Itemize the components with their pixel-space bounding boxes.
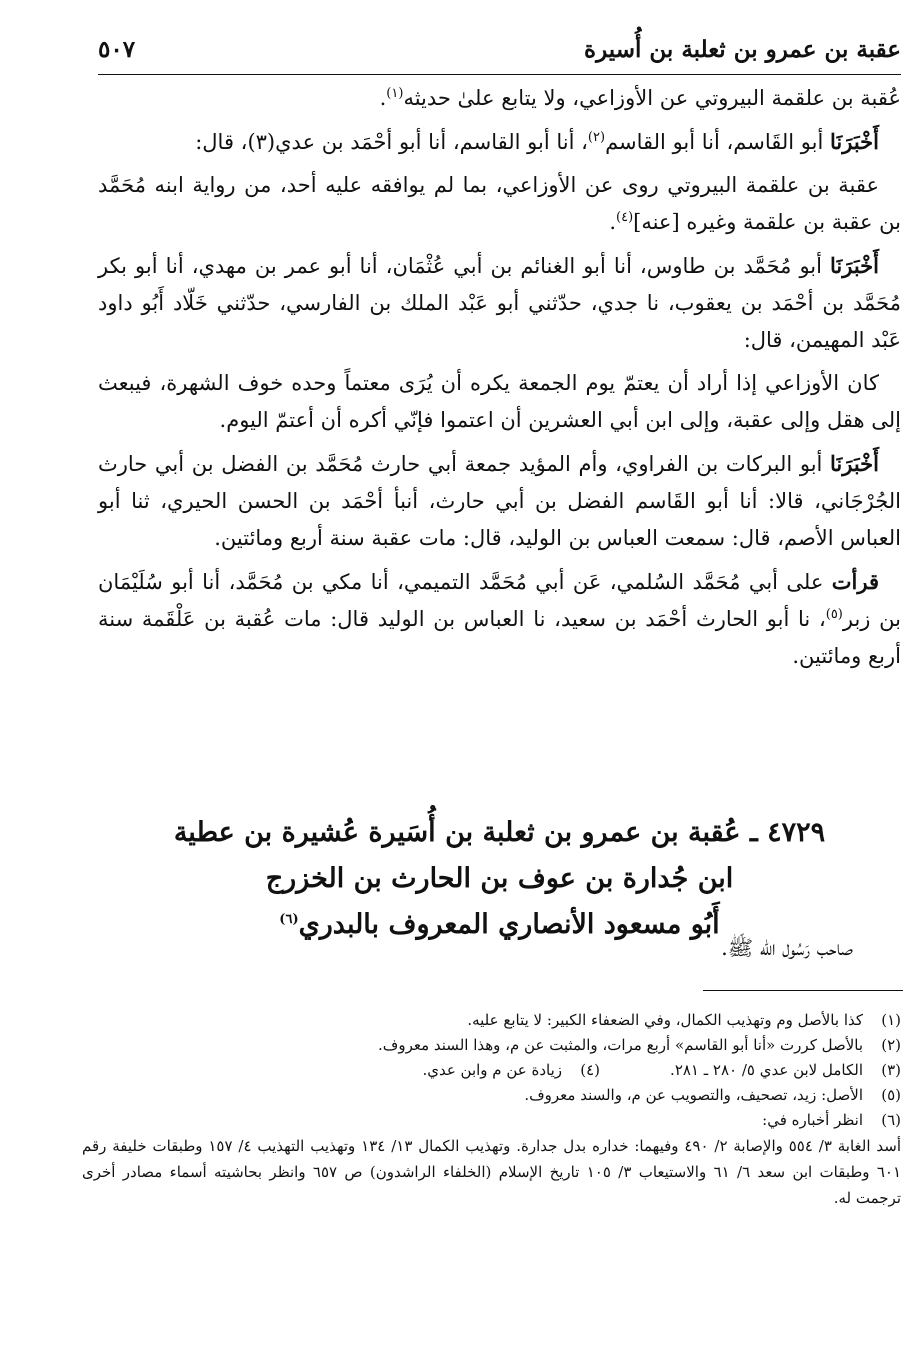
paragraph-lead: أَخْبَرَنَا: [830, 253, 879, 278]
footnote-1: [82, 1008, 901, 1033]
paragraph-tail: .: [609, 210, 616, 234]
footnote-text: الأصل: زيد، تصحيف، والتصويب عن م، والسند معروف.: [524, 1086, 863, 1104]
entry-heading: [98, 810, 901, 948]
footnote-6: [82, 1108, 901, 1133]
paragraph-lead: قرأت: [831, 569, 879, 594]
footnote-text: الكامل لابن عدي ٥/ ٢٨٠ ـ ٢٨١.: [670, 1061, 863, 1079]
footnote-ref: (١): [386, 86, 404, 101]
footnote-ref: (٥): [825, 607, 843, 622]
footnote-divider: [703, 990, 903, 991]
footnote-number: (٥): [881, 1086, 901, 1104]
footnote-text: زيادة عن م وابن عدي.: [422, 1061, 563, 1079]
entry-line-1: ٤٧٢٩ ـ عُقبة بن عمرو بن ثعلبة بن أُسَيرة عُشيرة بن عطية: [173, 817, 826, 848]
paragraph-lead: أَخْبَرَنَا: [830, 451, 879, 476]
header-title: عقبة بن عمرو بن ثعلبة بن أُسيرة: [584, 36, 901, 63]
footnotes: [82, 1008, 901, 1211]
entry-line-2: ابن جُدارة بن عوف بن الحارث بن الخزرج: [265, 863, 734, 894]
paragraph-tail: ، أنا أبو القاسم، أنا أبو أحْمَد بن عدي(٣)، قال:: [195, 130, 588, 154]
paragraph-text: أبو مُحَمَّد بن طاوس، أنا أبو الغنائم بن أبي عُثْمَان، أنا أبو عمر بن مهدي، أنا أبو بكر مُحَمَّد بن أحْمَد بن يعقوب، نا جدي، حدّثني أبو عَبْد الملك بن الفارسي، حدّثني خَلّاد أَبُو داود عَبْد المهيمن، قال:: [98, 254, 901, 352]
footnote-5: [82, 1083, 901, 1108]
footnote-ref: (٦): [279, 912, 299, 927]
paragraph-text: أبو البركات بن الفراوي، وأم المؤيد جمعة أبي حارث مُحَمَّد بن الفضل بن أبي حارث الجُرْجَاني، قالا: أنا أبو القَاسم الفضل بن أبي حارث، أنبأ أحْمَد بن الحسن الحيري، ثنا أبو العباس الأصم، قال: سمعت العباس بن الوليد، قال: مات عقبة سنة أربع ومائتين.: [98, 452, 901, 550]
footnote-ref: (٢): [587, 130, 606, 145]
paragraph-3: [98, 167, 901, 241]
footnote-number: (٢): [881, 1036, 901, 1054]
main-text: [98, 80, 901, 681]
footnote-4: [422, 1058, 600, 1083]
footnote-6-sources: أسد الغابة ٣/ ٥٥٤ والإصابة ٢/ ٤٩٠ وفيهما: خداره بدل جدارة. وتهذيب الكمال ١٣/ ١٣٤ وتهذيب التهذيب ٤/ ١٥٧ وطبقات خليفة رقم ٦٠١ وطبقات ابن سعد ٦/ ٦١ والاستيعاب ٣/ ١٠٥ تاريخ الإسلام (الخلفاء الراشدون) ص ٦٥٧ وانظر بحاشيته أسماء مصادر أخرى ترجمت له.: [82, 1137, 902, 1207]
running-header: [98, 34, 901, 75]
footnote-text: كذا بالأصل وم وتهذيب الكمال، وفي الضعفاء الكبير: لا يتابع عليه.: [467, 1011, 863, 1029]
footnote-number: (٣): [881, 1061, 901, 1079]
footnote-number: (٦): [881, 1111, 901, 1129]
footnote-3: [670, 1058, 901, 1083]
footnote-ref: (٤): [616, 210, 634, 225]
paragraph-4: [98, 247, 901, 359]
companion-line: صاحب رَسُول اللّه ﷺ.: [721, 936, 853, 960]
paragraph-7: [98, 563, 901, 675]
footnote-number: (١): [881, 1011, 901, 1029]
paragraph-text: كان الأوزاعي إذا أراد أن يعتمّ يوم الجمعة يكره أن يُرَى معتماً وحده خوف الشهرة، فيبعث إلى هقل وإلى عقبة، وإلى ابن أبي العشرين أن اعتموا فإنّي أكره أن أعتمّ اليوم.: [98, 371, 901, 432]
paragraph-text: عقبة بن علقمة البيروتي روى عن الأوزاعي، بما لم يوافقه عليه أحد، من رواية ابنه مُحَمَّد بن عقبة بن علقمة وغيره [عنه]: [98, 173, 901, 234]
paragraph-lead: أَخْبَرَنَا: [830, 129, 879, 154]
paragraph-text: أبو القَاسم، أنا أبو القاسم: [605, 130, 831, 154]
footnote-3-4: [82, 1058, 901, 1083]
footnote-text: انظر أخباره في:: [762, 1111, 863, 1129]
paragraph-5: [98, 365, 901, 439]
entry-line-3-text: أَبُو مسعود الأنصاري المعروف بالبدري: [298, 909, 720, 940]
paragraph-tail: ، نا أبو الحارث أحْمَد بن سعيد، نا العباس بن الوليد قال: مات عُقبة بن عَلْقَمة سنة أربع ومائتين.: [98, 607, 901, 668]
footnote-text: بالأصل كررت «أنا أبو القاسم» أربع مرات، والمثبت عن م، وهذا السند معروف.: [378, 1036, 863, 1054]
footnote-number: (٤): [580, 1061, 601, 1079]
paragraph-tail: .: [379, 86, 387, 110]
page-number: ٥٠٧: [98, 36, 136, 63]
paragraph-text: عُقبة بن علقمة البيروتي عن الأوزاعي، ولا يتابع علىٰ حديثه: [403, 86, 901, 110]
paragraph-6: [98, 445, 901, 557]
footnote-2: [82, 1033, 901, 1058]
paragraph-2: [98, 123, 901, 161]
paragraph-text: على أبي مُحَمَّد السُلمي، عَن أبي مُحَمَّد التميمي، أنا مكي بن مُحَمَّد، أنا أبو سُلَيْمَان بن زبر: [98, 570, 901, 631]
paragraph-1: [98, 80, 901, 117]
